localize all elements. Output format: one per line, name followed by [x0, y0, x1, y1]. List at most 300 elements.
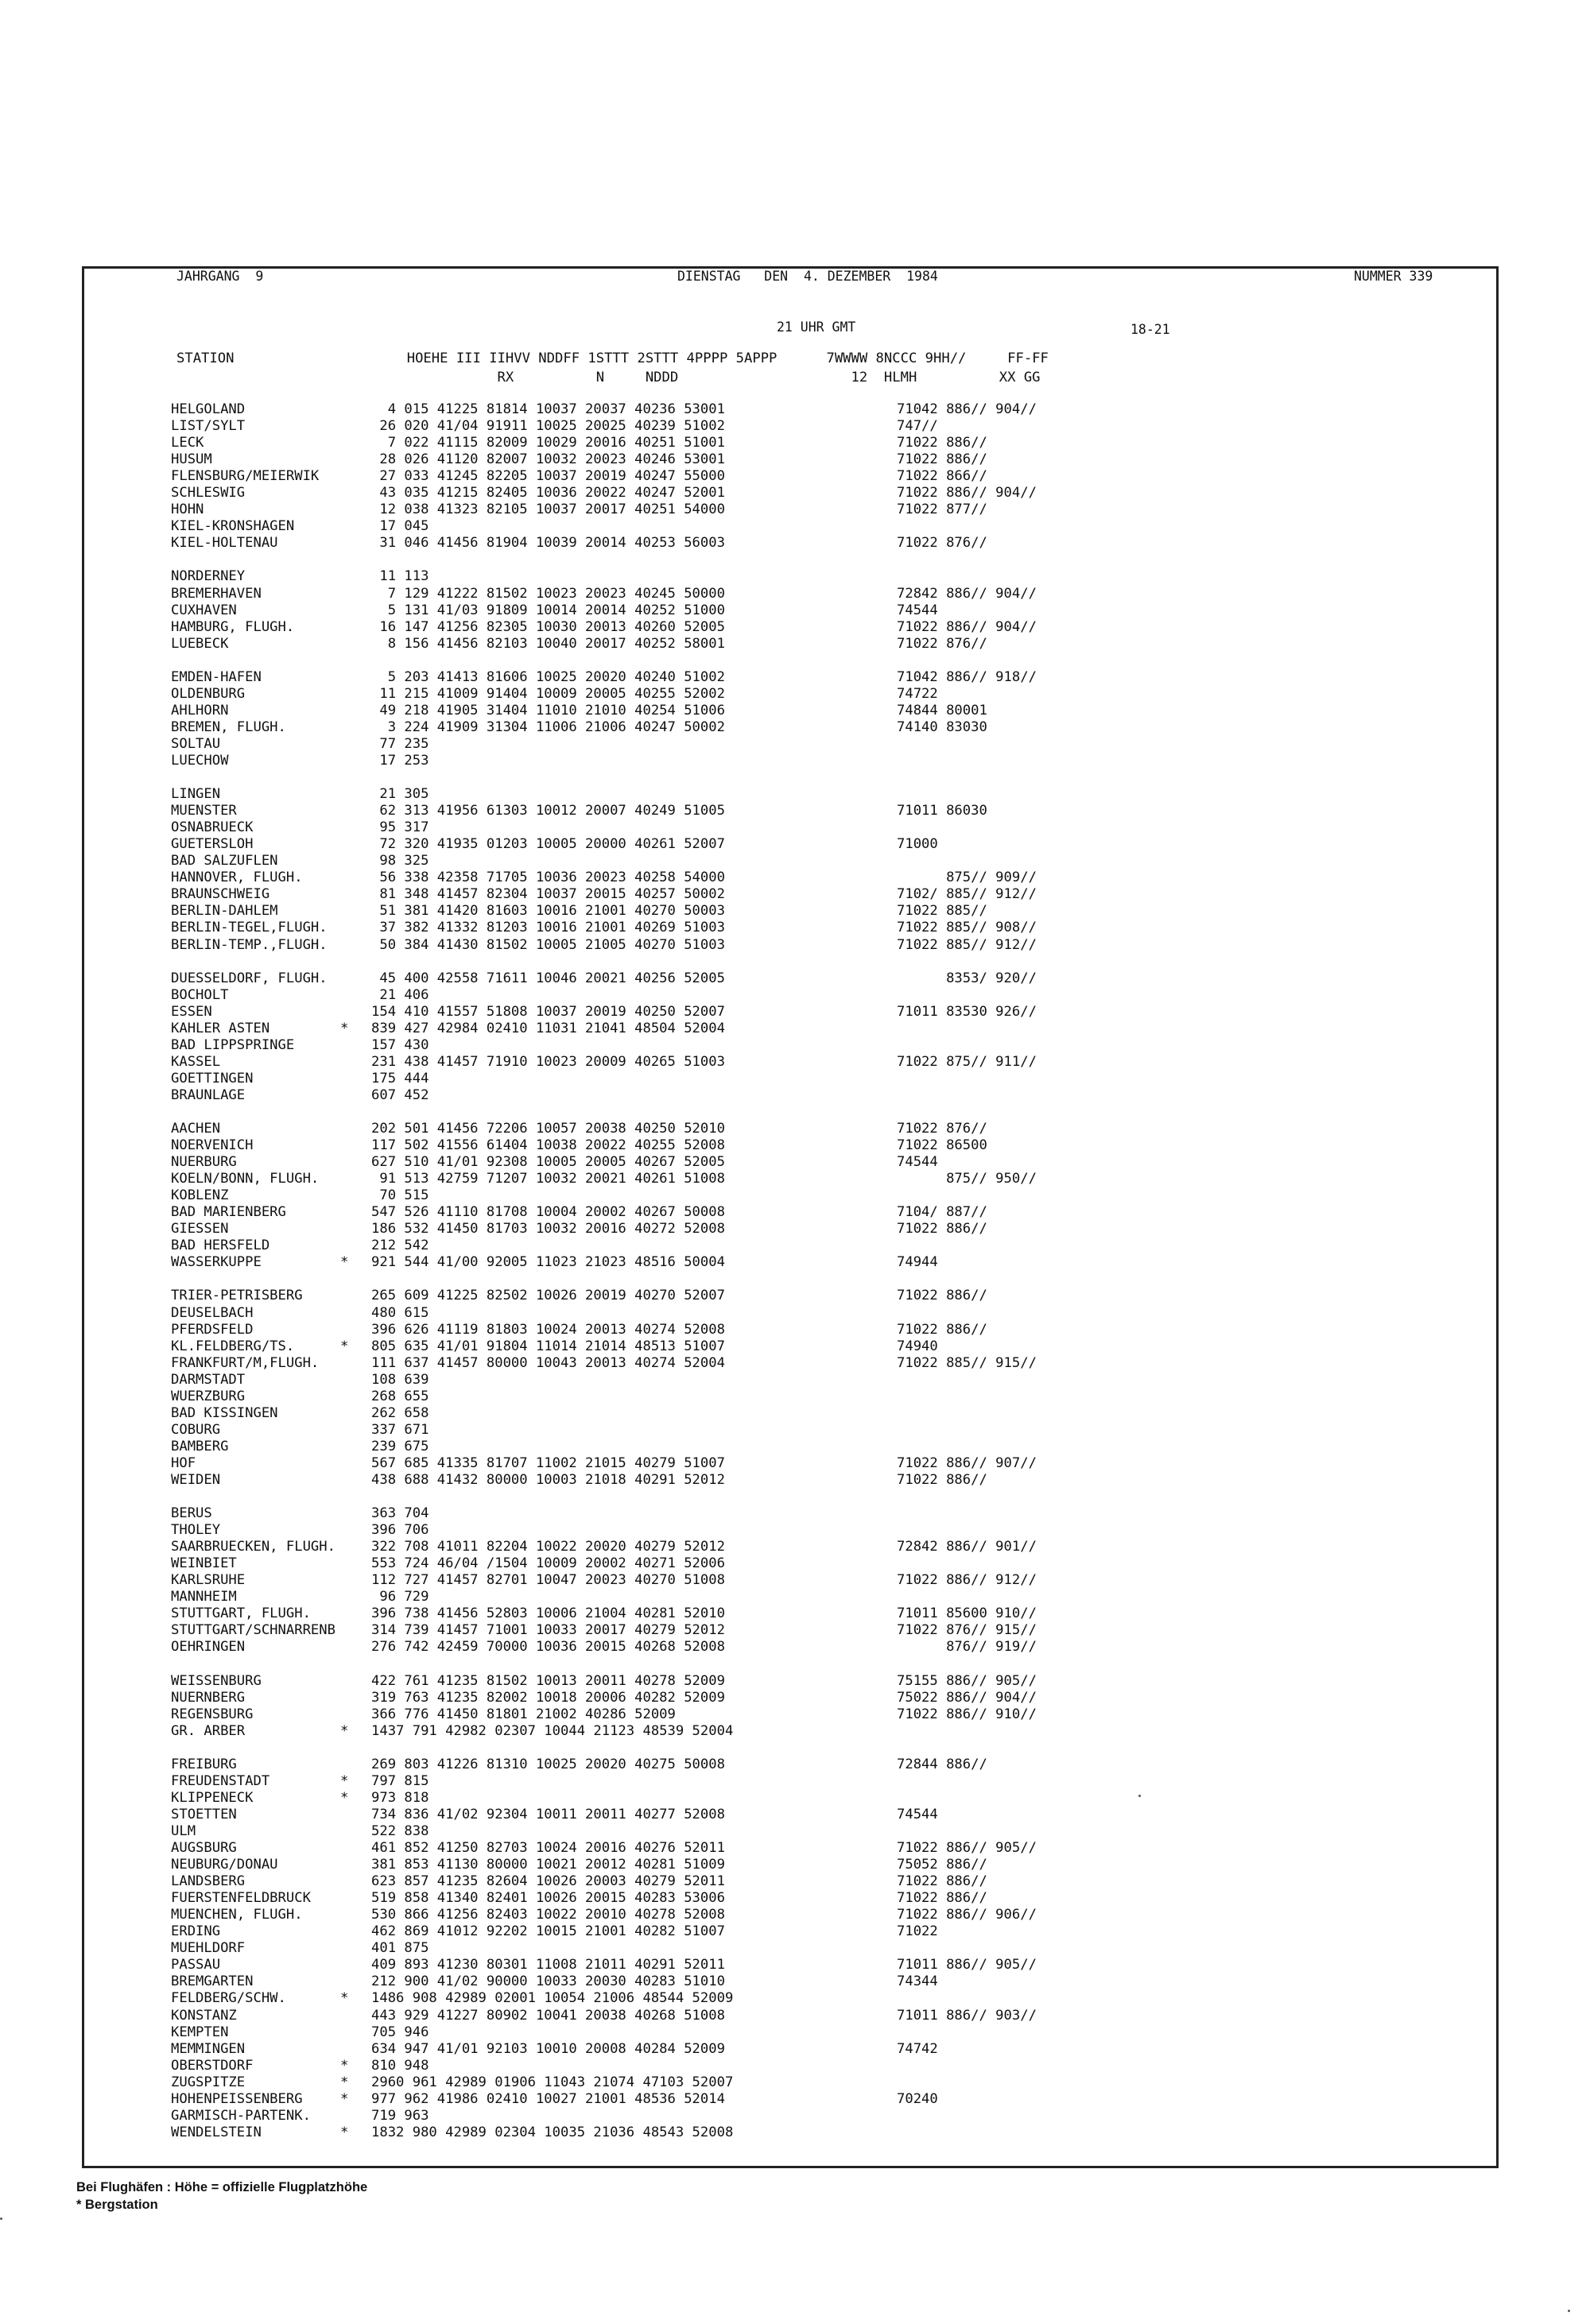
table-row — [171, 1439, 1173, 1455]
table-row — [171, 686, 1173, 703]
station-values: 977 962 41986 02410 10027 21001 48536 52014 — [371, 2090, 725, 2107]
table-row — [171, 1472, 1173, 1489]
station-values: 16 147 41256 82305 10030 20013 40260 52005 — [371, 618, 725, 635]
table-row — [171, 1021, 1173, 1037]
table-row — [171, 1923, 1173, 1940]
station-extra-groups: 71022 886// 906// — [897, 1907, 1037, 1923]
table-row — [171, 1790, 1173, 1807]
table-row — [171, 568, 1173, 585]
station-extra-groups: 74844 80001 — [897, 702, 987, 719]
station-extra-groups: 75022 886// 904// — [897, 1689, 1037, 1706]
station-name: MEMMINGEN — [171, 2040, 246, 2057]
table-row — [171, 1505, 1173, 1522]
table-row — [171, 1840, 1173, 1857]
station-name: AACHEN — [171, 1121, 221, 1137]
station-values: 607 452 — [371, 1086, 429, 1103]
station-name: NEUBURG/DONAU — [171, 1857, 278, 1873]
station-name: SCHLESWIG — [171, 485, 246, 502]
table-row — [171, 586, 1173, 602]
station-extra-groups: 71022 886// 905// — [897, 1840, 1037, 1857]
station-name: ERDING — [171, 1923, 221, 1940]
station-extra-groups: 71022 886// 910// — [897, 1706, 1037, 1722]
table-row — [171, 1990, 1173, 2007]
station-extra-groups: 71022 885// 912// — [897, 936, 1037, 953]
station-values: 396 738 41456 52803 10006 21004 40281 52010 — [371, 1605, 725, 1622]
table-row — [171, 1757, 1173, 1773]
station-name: DEUSELBACH — [171, 1304, 254, 1321]
table-row — [171, 1605, 1173, 1622]
station-values: 5 131 41/03 91809 10014 20014 40252 51000 — [371, 602, 725, 618]
station-name: BERLIN-DAHLEM — [171, 903, 278, 920]
table-row — [171, 736, 1173, 753]
station-extra-groups: 71011 86030 — [897, 803, 987, 819]
mountain-marker: * — [340, 1772, 349, 1789]
station-values: 1437 791 42982 02307 10044 21123 48539 52004 — [371, 1722, 734, 1739]
table-row — [171, 1706, 1173, 1723]
mountain-marker: * — [340, 1020, 349, 1036]
station-values: 37 382 41332 81203 10016 21001 40269 51003 — [371, 920, 725, 936]
table-row — [171, 485, 1173, 502]
station-extra-groups: 71022 876// — [897, 1121, 987, 1137]
station-values: 21 305 — [371, 786, 429, 803]
station-name: AUGSBURG — [171, 1840, 237, 1857]
station-values: 175 444 — [371, 1070, 429, 1086]
table-row — [171, 1037, 1173, 1054]
station-name: NUERNBERG — [171, 1689, 246, 1706]
station-values: 269 803 41226 81310 10025 20020 40275 50008 — [371, 1756, 725, 1772]
table-row — [171, 518, 1173, 535]
station-extra-groups: 7104/ 887// — [897, 1204, 987, 1221]
station-values: 11 215 41009 91404 10009 20005 40255 52002 — [371, 685, 725, 702]
station-name: LINGEN — [171, 786, 221, 803]
station-name: LANDSBERG — [171, 1873, 246, 1890]
station-values: 62 313 41956 61303 10012 20007 40249 51005 — [371, 803, 725, 819]
station-values: 81 348 41457 82304 10037 20015 40257 50002 — [371, 886, 725, 903]
station-extra-groups: 747// — [897, 418, 938, 435]
station-name: FLENSBURG/MEIERWIK — [171, 468, 320, 485]
station-extra-groups: 71022 886// — [897, 435, 987, 451]
station-extra-groups: 74722 — [897, 685, 938, 702]
station-extra-groups: 71022 885// 908// — [897, 920, 1037, 936]
table-row — [171, 1539, 1173, 1555]
station-name: WUERZBURG — [171, 1388, 246, 1404]
station-extra-groups: 71022 876// — [897, 635, 987, 652]
station-extra-groups: 72842 886// 904// — [897, 585, 1037, 602]
scan-speck — [1568, 2310, 1570, 2312]
table-row — [171, 502, 1173, 518]
table-row — [171, 1823, 1173, 1840]
station-values: 21 406 — [371, 986, 429, 1003]
station-name: HOHENPEISSENBERG — [171, 2090, 303, 2107]
station-name: AHLHORN — [171, 702, 229, 719]
station-extra-groups: 74344 — [897, 1973, 938, 1990]
station-extra-groups: 71011 886// 903// — [897, 2007, 1037, 2024]
station-values: 45 400 42558 71611 10046 20021 40256 52005 — [371, 970, 725, 986]
table-row — [171, 1204, 1173, 1221]
station-name: KEMPTEN — [171, 2024, 229, 2040]
table-row — [171, 435, 1173, 451]
mountain-marker: * — [340, 1789, 349, 1806]
station-name: THOLEY — [171, 1522, 221, 1539]
station-extra-groups: 74140 83030 — [897, 719, 987, 735]
station-name: LECK — [171, 435, 204, 451]
table-row — [171, 703, 1173, 719]
station-name: BOCHOLT — [171, 986, 229, 1003]
station-extra-groups: 71022 886// — [897, 1321, 987, 1338]
station-values: 839 427 42984 02410 11031 21041 48504 52004 — [371, 1020, 725, 1036]
station-extra-groups: 71022 — [897, 1923, 938, 1940]
station-extra-groups: 71022 886// 907// — [897, 1454, 1037, 1471]
table-row — [171, 1957, 1173, 1973]
station-name: HELGOLAND — [171, 401, 246, 417]
table-row — [171, 1622, 1173, 1639]
table-row — [171, 1254, 1173, 1271]
mountain-marker: * — [340, 1254, 349, 1271]
station-values: 265 609 41225 82502 10026 20019 40270 52007 — [371, 1288, 725, 1304]
station-extra-groups: 71042 886// 904// — [897, 401, 1037, 417]
station-extra-groups: 71022 886// — [897, 1873, 987, 1890]
table-row — [171, 1673, 1173, 1690]
station-extra-groups: 74742 — [897, 2040, 938, 2057]
table-row — [171, 2074, 1173, 2091]
station-name: BAD MARIENBERG — [171, 1204, 286, 1221]
station-extra-groups: 71022 877// — [897, 502, 987, 518]
table-row — [171, 1773, 1173, 1790]
table-row — [171, 1723, 1173, 1740]
station-extra-groups: 70240 — [897, 2090, 938, 2107]
station-name: BAD LIPPSPRINGE — [171, 1036, 295, 1053]
station-name: SAARBRUECKEN, FLUGH. — [171, 1539, 335, 1555]
footnotes — [76, 2179, 367, 2214]
station-name: STOETTEN — [171, 1806, 237, 1822]
station-values: 26 020 41/04 91911 10025 20025 40239 51002 — [371, 418, 725, 435]
station-name: SOLTAU — [171, 735, 221, 752]
station-name: MANNHEIM — [171, 1589, 237, 1605]
station-values: 973 818 — [371, 1789, 429, 1806]
mountain-marker: * — [340, 2090, 349, 2107]
station-name: HOF — [171, 1454, 196, 1471]
station-name: BREMEN, FLUGH. — [171, 719, 286, 735]
station-values: 111 637 41457 80000 10043 20013 40274 52004 — [371, 1354, 725, 1371]
station-values: 734 836 41/02 92304 10011 20011 40277 52008 — [371, 1806, 725, 1822]
table-row — [171, 903, 1173, 920]
station-values: 8 156 41456 82103 10040 20017 40252 58001 — [371, 635, 725, 652]
station-extra-groups: 8353/ 920// — [897, 970, 1037, 986]
station-name: ULM — [171, 1822, 196, 1839]
station-name: BRAUNLAGE — [171, 1086, 246, 1103]
station-name: BERLIN-TEGEL,FLUGH. — [171, 920, 328, 936]
station-name: GARMISCH-PARTENK. — [171, 2107, 311, 2124]
time-range: 18-21 — [1130, 322, 1170, 337]
table-row — [171, 2091, 1173, 2108]
scan-speck — [0, 2217, 2, 2220]
station-name: KLIPPENECK — [171, 1789, 254, 1806]
station-values: 51 381 41420 81603 10016 21001 40270 50003 — [371, 903, 725, 920]
station-name: HUSUM — [171, 451, 212, 468]
station-name: NUERBURG — [171, 1154, 237, 1171]
station-values: 363 704 — [371, 1505, 429, 1522]
station-extra-groups: 875// 909// — [897, 870, 1037, 886]
station-name: FUERSTENFELDBRUCK — [171, 1890, 311, 1907]
station-values: 522 838 — [371, 1822, 429, 1839]
table-row — [171, 1522, 1173, 1539]
table-row — [171, 1071, 1173, 1087]
station-name: OLDENBURG — [171, 685, 246, 702]
station-extra-groups: 75155 886// 905// — [897, 1672, 1037, 1689]
station-values: 1486 908 42989 02001 10054 21006 48544 52009 — [371, 1990, 734, 2007]
station-name: BAD KISSINGEN — [171, 1404, 278, 1421]
station-values: 186 532 41450 81703 10032 20016 40272 52008 — [371, 1221, 725, 1238]
station-values: 43 035 41215 82405 10036 20022 40247 52001 — [371, 485, 725, 502]
station-name: FRANKFURT/M,FLUGH. — [171, 1354, 320, 1371]
table-row — [171, 1187, 1173, 1204]
station-values: 112 727 41457 82701 10047 20023 40270 51008 — [371, 1572, 725, 1589]
table-row — [171, 1004, 1173, 1021]
station-extra-groups: 71022 886// 904// — [897, 618, 1037, 635]
table-row — [171, 1857, 1173, 1873]
station-values: 921 544 41/00 92005 11023 21023 48516 50004 — [371, 1254, 725, 1271]
mountain-marker: * — [340, 1990, 349, 2007]
station-values: 96 729 — [371, 1589, 429, 1605]
station-extra-groups: 71011 83530 926// — [897, 1003, 1037, 1020]
station-extra-groups: 876// 919// — [897, 1639, 1037, 1656]
table-row — [171, 937, 1173, 954]
station-name: STUTTGART, FLUGH. — [171, 1605, 311, 1622]
station-extra-groups: 71022 866// — [897, 468, 987, 485]
footnote-mountain-station: * Bergstation — [76, 2198, 158, 2212]
table-row — [171, 451, 1173, 468]
table-row — [171, 987, 1173, 1004]
station-values: 117 502 41556 61404 10038 20022 40255 52008 — [371, 1137, 725, 1154]
table-row — [171, 2125, 1173, 2141]
table-row — [171, 1322, 1173, 1338]
table-row — [171, 1171, 1173, 1187]
column-header-row-2: RX N NDDD 12 HLMH XX GG — [176, 370, 1041, 385]
station-extra-groups: 72844 886// — [897, 1756, 987, 1772]
station-extra-groups: 74544 — [897, 602, 938, 618]
station-extra-groups: 71022 886// — [897, 1890, 987, 1907]
table-row — [171, 636, 1173, 653]
station-values: 239 675 — [371, 1438, 429, 1454]
station-extra-groups: 71022 886// 912// — [897, 1572, 1037, 1589]
station-name: OEHRINGEN — [171, 1639, 246, 1656]
station-name: WEISSENBURG — [171, 1672, 262, 1689]
table-row — [171, 619, 1173, 636]
station-extra-groups: 71022 886// 904// — [897, 485, 1037, 502]
table-row — [171, 970, 1173, 987]
table-row — [171, 2041, 1173, 2058]
issue-number: NUMMER 339 — [1354, 269, 1433, 284]
table-row — [171, 1338, 1173, 1355]
table-row — [171, 602, 1173, 619]
station-name: TRIER-PETRISBERG — [171, 1288, 303, 1304]
table-row — [171, 418, 1173, 435]
table-row — [171, 1221, 1173, 1238]
table-row — [171, 468, 1173, 485]
scan-speck — [1138, 1795, 1141, 1797]
station-values: 17 253 — [371, 752, 429, 769]
station-extra-groups: 72842 886// 901// — [897, 1539, 1037, 1555]
station-values: 157 430 — [371, 1036, 429, 1053]
station-extra-groups: 74940 — [897, 1338, 938, 1354]
station-extra-groups: 71011 886// 905// — [897, 1957, 1037, 1973]
table-row — [171, 886, 1173, 903]
mountain-marker: * — [340, 1722, 349, 1739]
station-values: 396 626 41119 81803 10024 20013 40274 52008 — [371, 1321, 725, 1338]
station-extra-groups: 71022 886// — [897, 1221, 987, 1238]
table-row — [171, 1422, 1173, 1439]
station-values: 381 853 41130 80000 10021 20012 40281 51009 — [371, 1857, 725, 1873]
station-name: BAD SALZUFLEN — [171, 853, 278, 870]
station-values: 95 317 — [371, 819, 429, 836]
table-row — [171, 870, 1173, 886]
station-values: 31 046 41456 81904 10039 20014 40253 56003 — [371, 535, 725, 552]
station-values: 634 947 41/01 92103 10010 20008 40284 52009 — [371, 2040, 725, 2057]
table-row — [171, 1572, 1173, 1589]
station-name: OSNABRUECK — [171, 819, 254, 836]
station-extra-groups: 7102/ 885// 912// — [897, 886, 1037, 903]
table-row — [171, 719, 1173, 736]
station-name: WEIDEN — [171, 1472, 221, 1488]
table-row — [171, 2108, 1173, 2125]
table-row — [171, 1288, 1173, 1304]
mountain-marker: * — [340, 2074, 349, 2090]
station-name: FREUDENSTADT — [171, 1772, 270, 1789]
station-values: 322 708 41011 82204 10022 20020 40279 52012 — [371, 1539, 725, 1555]
station-extra-groups: 71000 — [897, 836, 938, 853]
station-table — [171, 401, 1173, 2141]
station-values: 627 510 41/01 92308 10005 20005 40267 52005 — [371, 1154, 725, 1171]
station-name: DUESSELDORF, FLUGH. — [171, 970, 328, 986]
station-values: 519 858 41340 82401 10026 20015 40283 53006 — [371, 1890, 725, 1907]
station-name: PFERDSFELD — [171, 1321, 254, 1338]
table-row — [171, 2024, 1173, 2041]
station-values: 4 015 41225 81814 10037 20037 40236 53001 — [371, 401, 725, 417]
station-name: CUXHAVEN — [171, 602, 237, 618]
table-row — [171, 1973, 1173, 1990]
station-values: 108 639 — [371, 1371, 429, 1388]
station-name: BERUS — [171, 1505, 212, 1522]
date-label: DIENSTAG DEN 4. DEZEMBER 1984 — [677, 269, 938, 284]
table-row — [171, 1690, 1173, 1706]
station-values: 7 129 41222 81502 10023 20023 40245 50000 — [371, 585, 725, 602]
station-name: KONSTANZ — [171, 2007, 237, 2024]
table-row — [171, 753, 1173, 769]
station-name: BREMERHAVEN — [171, 585, 262, 602]
jahrgang-label: JAHRGANG 9 — [176, 269, 264, 284]
station-values: 810 948 — [371, 2057, 429, 2074]
station-values: 12 038 41323 82105 10037 20017 40251 54000 — [371, 502, 725, 518]
table-row — [171, 1455, 1173, 1472]
table-row — [171, 1372, 1173, 1389]
station-name: COBURG — [171, 1421, 221, 1438]
table-row — [171, 920, 1173, 936]
station-extra-groups: 875// 950// — [897, 1171, 1037, 1187]
station-name: EMDEN-HAFEN — [171, 668, 262, 685]
station-values: 319 763 41235 82002 10018 20006 40282 52009 — [371, 1689, 725, 1706]
table-row — [171, 1555, 1173, 1572]
table-row — [171, 1890, 1173, 1907]
table-row — [171, 836, 1173, 853]
table-row — [171, 1238, 1173, 1254]
station-values: 231 438 41457 71910 10023 20009 40265 51003 — [371, 1053, 725, 1070]
station-name: FELDBERG/SCHW. — [171, 1990, 286, 2007]
station-name: OBERSTDORF — [171, 2057, 254, 2074]
station-name: BERLIN-TEMP.,FLUGH. — [171, 936, 328, 953]
table-row — [171, 1807, 1173, 1823]
station-name: GR. ARBER — [171, 1722, 246, 1739]
station-name: WEINBIET — [171, 1555, 237, 1572]
table-row — [171, 669, 1173, 686]
station-name: REGENSBURG — [171, 1706, 254, 1722]
station-values: 268 655 — [371, 1388, 429, 1404]
station-values: 1832 980 42989 02304 10035 21036 48543 52008 — [371, 2124, 734, 2140]
station-name: ESSEN — [171, 1003, 212, 1020]
station-values: 337 671 — [371, 1421, 429, 1438]
station-values: 314 739 41457 71001 10033 20017 40279 52012 — [371, 1622, 725, 1639]
station-name: KOELN/BONN, FLUGH. — [171, 1171, 320, 1187]
station-extra-groups: 71022 886// — [897, 451, 987, 468]
station-name: HAMBURG, FLUGH. — [171, 618, 295, 635]
station-extra-groups: 71022 875// 911// — [897, 1053, 1037, 1070]
station-values: 276 742 42459 70000 10036 20015 40268 52008 — [371, 1639, 725, 1656]
station-name: BRAUNSCHWEIG — [171, 886, 270, 903]
station-extra-groups: 74944 — [897, 1254, 938, 1271]
station-name: KL.FELDBERG/TS. — [171, 1338, 295, 1354]
station-extra-groups: 71042 886// 918// — [897, 668, 1037, 685]
table-row — [171, 803, 1173, 819]
station-values: 366 776 41450 81801 21002 40286 52009 — [371, 1706, 676, 1722]
station-extra-groups: 71011 85600 910// — [897, 1605, 1037, 1622]
table-row — [171, 2058, 1173, 2074]
table-row — [171, 1355, 1173, 1372]
station-values: 443 929 41227 80902 10041 20038 40268 51008 — [371, 2007, 725, 2024]
table-row — [171, 401, 1173, 418]
station-extra-groups: 71022 885// — [897, 903, 987, 920]
station-values: 212 900 41/02 90000 10033 20030 40283 51010 — [371, 1973, 725, 1990]
station-name: ZUGSPITZE — [171, 2074, 246, 2090]
table-row — [171, 1054, 1173, 1071]
station-name: LUECHOW — [171, 752, 229, 769]
station-values: 262 658 — [371, 1404, 429, 1421]
table-row — [171, 1873, 1173, 1890]
station-name: HANNOVER, FLUGH. — [171, 870, 303, 886]
station-values: 805 635 41/01 91804 11014 21014 48513 51007 — [371, 1338, 725, 1354]
station-name: NORDERNEY — [171, 568, 246, 585]
station-values: 7 022 41115 82009 10029 20016 40251 51001 — [371, 435, 725, 451]
station-name: BREMGARTEN — [171, 1973, 254, 1990]
station-name: KOBLENZ — [171, 1187, 229, 1204]
mountain-marker: * — [340, 1338, 349, 1354]
station-values: 553 724 46/04 /1504 10009 20002 40271 52006 — [371, 1555, 725, 1572]
station-values: 212 542 — [371, 1238, 429, 1254]
table-row — [171, 1154, 1173, 1171]
station-values: 27 033 41245 82205 10037 20019 40247 55000 — [371, 468, 725, 485]
station-values: 5 203 41413 81606 10025 20020 40240 51002 — [371, 668, 725, 685]
table-row — [171, 1137, 1173, 1154]
table-row — [171, 1907, 1173, 1923]
table-row — [171, 1639, 1173, 1656]
station-extra-groups: 71022 876// — [897, 535, 987, 552]
station-values: 461 852 41250 82703 10024 20016 40276 52011 — [371, 1840, 725, 1857]
station-values: 49 218 41905 31404 11010 21010 40254 51006 — [371, 702, 725, 719]
table-row — [171, 786, 1173, 803]
station-values: 72 320 41935 01203 10005 20000 40261 52007 — [371, 836, 725, 853]
station-name: KIEL-HOLTENAU — [171, 535, 278, 552]
station-values: 56 338 42358 71705 10036 20023 40258 54000 — [371, 870, 725, 886]
station-name: FREIBURG — [171, 1756, 237, 1772]
station-name: STUTTGART/SCHNARRENB — [171, 1622, 335, 1639]
